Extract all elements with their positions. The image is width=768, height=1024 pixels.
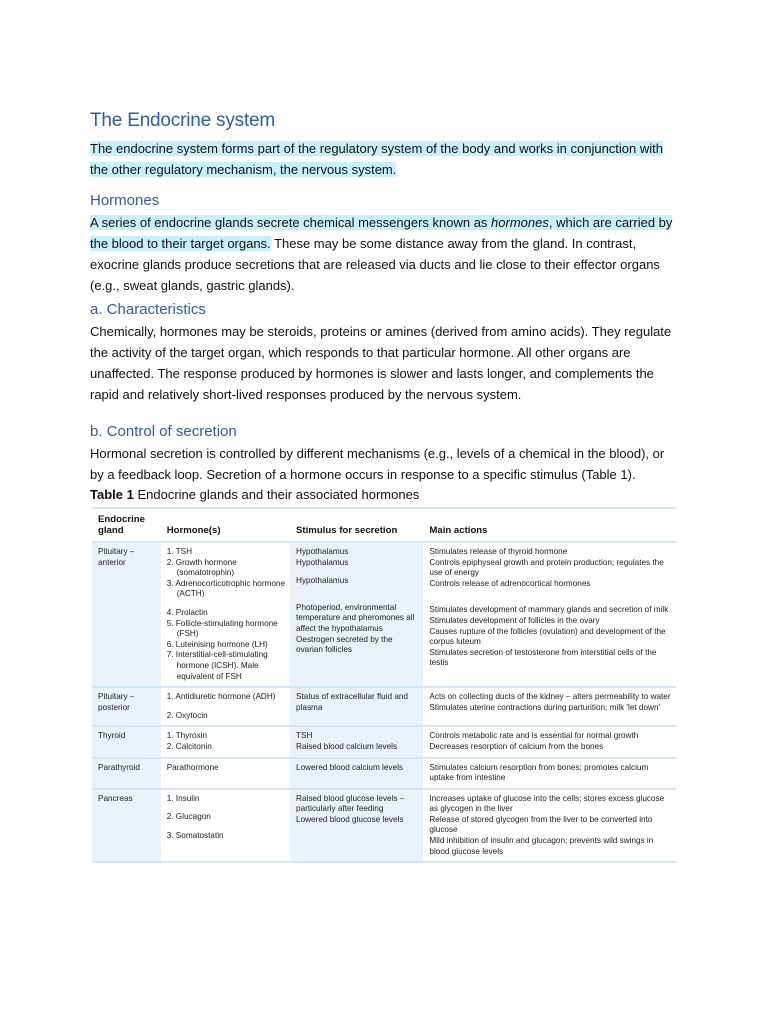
gland-cell — [92, 542, 161, 687]
table-row — [92, 726, 676, 757]
cell-line: Decreases resorption of calcium from the bones — [429, 741, 604, 751]
highlight-part: , which are carried by the blood to their target organs. — [90, 215, 673, 251]
gland-cell — [92, 687, 161, 726]
hormones-cell — [161, 542, 290, 687]
cell-line: 1. Thyroxin — [166, 731, 208, 741]
gland-cell — [92, 726, 161, 757]
cell-line: 2. Oxytocin — [166, 710, 208, 720]
gland-cell — [92, 789, 161, 863]
cell-spacer — [167, 823, 286, 831]
cell-line: 1. Antidiuretic hormone (ADH) — [166, 692, 276, 702]
table-caption — [90, 485, 680, 505]
cell-line: Controls metabolic rate and is essential for normal growth — [429, 731, 639, 741]
cell-line: 3. Adrenocorticotrophic hormone (ACTH) — [166, 578, 286, 599]
cell-line: Stimulates calcium resorption from bones; promotes calcium uptake from intestine — [429, 762, 649, 783]
cell-line: Release of stored glycogen from the liver to be converted into glucose — [429, 814, 653, 835]
cell-line: 3. Somatostatin — [166, 830, 224, 840]
cell-line: Photoperiod, environmental temperature and pheromones all affect the hypothalamus — [296, 602, 415, 633]
table-row — [92, 789, 676, 863]
table-row — [92, 542, 676, 687]
actions-cell — [423, 789, 676, 863]
cell-line: Pancreas — [98, 793, 133, 803]
hormones-paragraph — [90, 212, 680, 296]
cell-spacer — [167, 804, 286, 812]
cell-line: Stimulates development of mammary glands and secretion of milk — [429, 605, 669, 615]
cell-line: Status of extracellular fluid and plasma — [296, 692, 408, 712]
cell-line: Lowered blood glucose levels — [296, 814, 404, 824]
cell-line: Oestrogen secreted by the ovarian follicles — [296, 634, 393, 655]
cell-line: Controls epiphyseal growth and protein production; regulates the use of energy — [429, 557, 664, 578]
cell-line: Stimulates release of thyroid hormone — [429, 547, 568, 556]
actions-cell — [423, 542, 676, 687]
stimulus-cell — [290, 542, 423, 687]
emphasis-term: hormones — [491, 215, 549, 230]
cell-line: Pituitary – posterior — [98, 692, 135, 712]
column-header: Stimulus for secretion — [290, 508, 423, 542]
cell-line: Raised blood calcium levels — [296, 741, 398, 751]
cell-line: Raised blood glucose levels – particularly after feeding — [296, 793, 405, 814]
cell-line: TSH — [296, 731, 313, 741]
table-row — [92, 758, 676, 789]
cell-line: Increases uptake of glucose into the cells; stores excess glucose as glycogen in the liver — [429, 793, 665, 814]
page-title: The Endocrine system — [90, 110, 276, 131]
stimulus-cell — [290, 758, 423, 789]
control-paragraph: Hormonal secretion is controlled by different mechanisms (e.g., levels of a chemical in the blood), or by a feedback loop. Secretion of a hormone occurs in response to a specific stimulus (Table 1). — [90, 446, 665, 482]
control-heading: b. Control of secretion — [90, 423, 237, 440]
highlight-part: A series of endocrine glands secrete chemical messengers known as — [90, 215, 492, 230]
cell-line: Pituitary – anterior — [98, 547, 135, 567]
caption-text: Endocrine glands and their associated hormones — [133, 487, 420, 502]
cell-line: Parathyroid — [98, 762, 140, 772]
hormones-heading: Hormones — [90, 192, 160, 209]
cell-line: Stimulates uterine contractions during parturition; milk 'let down' — [429, 702, 661, 712]
paragraph-rest: These may be some distance away from the gland. In contrast, exocrine glands produce secretions that are released via ducts and lie close to their effector organs (e.g., sweat glands, gastric glands). — [90, 236, 660, 293]
cell-line: 2. Calcitonin — [166, 741, 212, 751]
cell-line: 7. Interstitial-cell-stimulating hormone (ICSH). Male equivalent of FSH — [166, 650, 268, 681]
cell-line: Hypothalamus — [296, 576, 349, 586]
stimulus-cell — [290, 687, 423, 726]
cell-line: 2. Glucagon — [166, 812, 211, 822]
table-header-row — [92, 508, 676, 542]
cell-line: 1. Insulin — [166, 793, 200, 803]
cell-line: 4. Prolactin — [166, 607, 208, 617]
document-page — [90, 108, 680, 863]
highlighted-text: The endocrine system forms part of the regulatory system of the body and works in conjunction with the other regulatory mechanism, the nervous system. — [90, 141, 663, 177]
actions-cell — [423, 687, 676, 726]
characteristics-heading: a. Characteristics — [90, 301, 206, 318]
hormones-cell — [161, 726, 290, 757]
cell-line: Hypothalamus — [296, 547, 349, 556]
column-header: Main actions — [423, 508, 676, 542]
column-header: Hormone(s) — [161, 508, 290, 542]
column-header: Endocrine gland — [92, 508, 161, 542]
stimulus-cell — [290, 726, 423, 757]
table-row — [92, 687, 676, 726]
cell-line: Lowered blood calcium levels — [296, 762, 403, 772]
cell-spacer — [167, 703, 286, 711]
endocrine-table — [92, 507, 676, 863]
characteristics-paragraph: Chemically, hormones may be steroids, proteins or amines (derived from amino acids). They regulate the activity of the target organ, which responds to that particular hormone. All other organs are unaffected. The response produced by hormones is slower and lasts longer, and complements the rapid and relatively short-lived responses produced by the nervous system. — [90, 324, 672, 402]
cell-line: Acts on collecting ducts of the kidney – alters permeability to water — [429, 692, 671, 702]
cell-spacer — [429, 589, 672, 597]
actions-cell — [423, 726, 676, 757]
cell-line: Stimulates development of follicles in the ovary — [429, 615, 600, 625]
gland-cell — [92, 758, 161, 789]
cell-line: 1. TSH — [166, 547, 193, 556]
cell-line: Thyroid — [98, 731, 126, 741]
stimulus-cell — [290, 789, 423, 863]
caption-label: Table 1 — [90, 487, 134, 502]
actions-cell — [423, 758, 676, 789]
hormones-cell — [161, 687, 290, 726]
cell-line: 5. Follicle-stimulating hormone (FSH) — [166, 618, 278, 639]
cell-spacer — [296, 595, 419, 603]
cell-line: Stimulates secretion of testosterone from interstitial cells of the testis — [429, 647, 657, 668]
cell-spacer — [429, 597, 672, 605]
intro-paragraph — [90, 138, 680, 180]
hormones-cell — [161, 758, 290, 789]
cell-line: Controls release of adrenocortical hormones — [429, 578, 591, 588]
cell-line: Mild inhibition of insulin and glucagon; prevents wild swings in blood glucose levels — [429, 836, 654, 856]
cell-line: Hypothalamus — [296, 557, 349, 567]
cell-spacer — [296, 568, 419, 576]
cell-line: Causes rupture of the follicles (ovulation) and development of the corpus luteum — [429, 626, 666, 647]
cell-spacer — [167, 600, 286, 608]
cell-spacer — [296, 587, 419, 595]
cell-line: 2. Growth hormone (somatotrophin) — [166, 557, 237, 578]
hormones-cell — [161, 789, 290, 863]
cell-line: 6. Luteinising hormone (LH) — [166, 639, 268, 649]
cell-line: Parathormone — [166, 762, 219, 772]
